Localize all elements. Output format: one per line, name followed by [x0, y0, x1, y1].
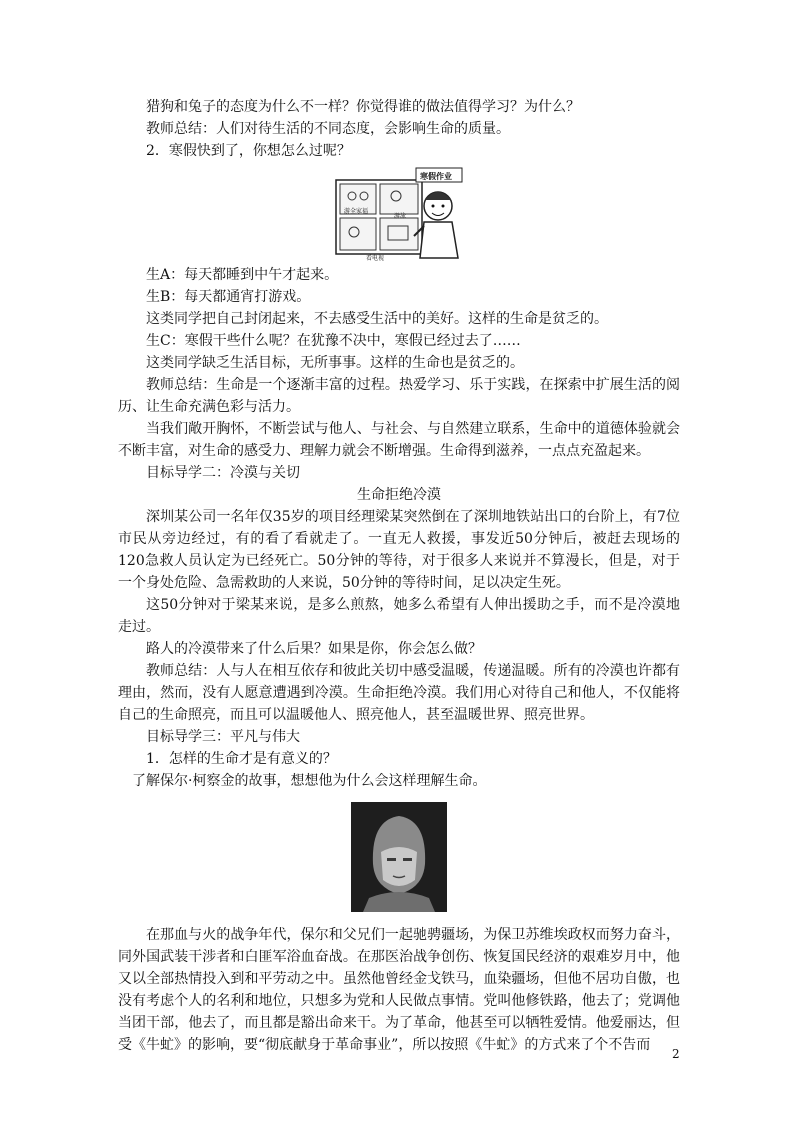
- section-heading: 目标导学二：冷漠与关切: [146, 465, 300, 481]
- document-page: [118, 96, 680, 1056]
- paragraph: 这类同学把自己封闭起来，不去感受生活中的美好。这样的生命是贫乏的。: [146, 311, 608, 327]
- paragraph: 教师总结：生命是一个逐渐丰富的过程。热爱学习、乐于实践，在探索中扩展生活的阅历、让生命充满色彩与活力。: [118, 377, 680, 415]
- paragraph: 深圳某公司一名年仅35岁的项目经理梁某突然倒在了深圳地铁站出口的台阶上，有7位市民从旁边经过，有的看了看就走了。一直无人救援，事发近50分钟后，被赶去现场的120急救人员认定为已经死亡。50分钟的等待，对于很多人来说并不算漫长，但是，对于一个身处危险、急需救助的人来说，50分钟的等待时间，足以决定生死。: [118, 509, 680, 591]
- face: [381, 847, 417, 886]
- panel-label: 看电视: [366, 255, 385, 262]
- pavel-korchagin-photo: [351, 802, 447, 912]
- panel: [340, 218, 376, 250]
- section-heading: 目标导学三：平凡与伟大: [146, 729, 300, 745]
- panel-label: 游泳: [394, 213, 407, 220]
- paragraph: 路人的冷漠带来了什么后果？如果是你，你会怎么做？: [146, 641, 482, 657]
- winter-vacation-illustration: [330, 166, 468, 262]
- article-title: 生命拒绝冷漠: [357, 487, 441, 503]
- panel: [380, 184, 418, 214]
- boy-hair: [425, 192, 451, 200]
- paragraph: 2．寒假快到了，你想怎么过呢？: [146, 143, 351, 159]
- paragraph: 这类同学缺乏生活目标，无所事事。这样的生命也是贫乏的。: [146, 355, 524, 371]
- panel: [380, 218, 418, 250]
- paragraph: 生B：每天都通宵打游戏。: [146, 289, 311, 305]
- paragraph: 生A：每天都睡到中午才起来。: [146, 267, 339, 283]
- paragraph: 生C：寒假干些什么呢？在犹豫不决中，寒假已经过去了……: [146, 333, 521, 349]
- boy-body: [420, 222, 458, 258]
- paragraph: 了解保尔·柯察金的故事，想想他为什么会这样理解生命。: [132, 773, 487, 789]
- paragraph: 当我们敞开胸怀，不断尝试与他人、与社会、与自然建立联系，生命中的道德体验就会不断丰富，对生命的感受力、理解力就会不断增强。生命得到滋养，一点点充盈起来。: [118, 421, 680, 459]
- paragraph: 教师总结：人与人在相互依存和彼此关切中感受温暖，传递温暖。所有的冷漠也许都有理由，然而，没有人愿意遭遇到冷漠。生命拒绝冷漠。我们用心对待自己和他人，不仅能将自己的生命照亮，而且可以温暖他人、照亮他人，甚至温暖世界、照亮世界。: [118, 663, 680, 723]
- paragraph: 教师总结：人们对待生活的不同态度，会影响生命的质量。: [146, 121, 510, 137]
- paragraph: 在那血与火的战争年代，保尔和父兄们一起驰骋疆场，为保卫苏维埃政权而努力奋斗，同外国武装干涉者和白匪军浴血奋战。在那医治战争创伤、恢复国民经济的艰难岁月中，他又以全部热情投入到和平劳动之中。虽然他曾经金戈铁马，血染疆场，但他不居功自傲，也没有考虑个人的名利和地位，只想多为党和人民做点事情。党叫他修铁路，他去了；党调他当团干部，他去了，而且都是豁出命来干。为了革命，他甚至可以牺牲爱情。他爱丽达，但受《牛虻》的影响，要“彻底献身于革命事业”，所以按照《牛虻》的方式来了个不告而: [118, 927, 680, 1053]
- paragraph: 这50分钟对于梁某来说，是多么煎熬，她多么希望有人伸出援助之手，而不是冷漠地走过。: [118, 597, 680, 635]
- panel-label: 游全家福: [344, 208, 369, 215]
- page-number: 2: [672, 1047, 680, 1061]
- sign-text: 寒假作业: [420, 172, 452, 181]
- paragraph: 猎狗和兔子的态度为什么不一样？你觉得谁的做法值得学习？为什么？: [146, 99, 580, 115]
- paragraph: 1．怎样的生命才是有意义的？: [146, 751, 337, 767]
